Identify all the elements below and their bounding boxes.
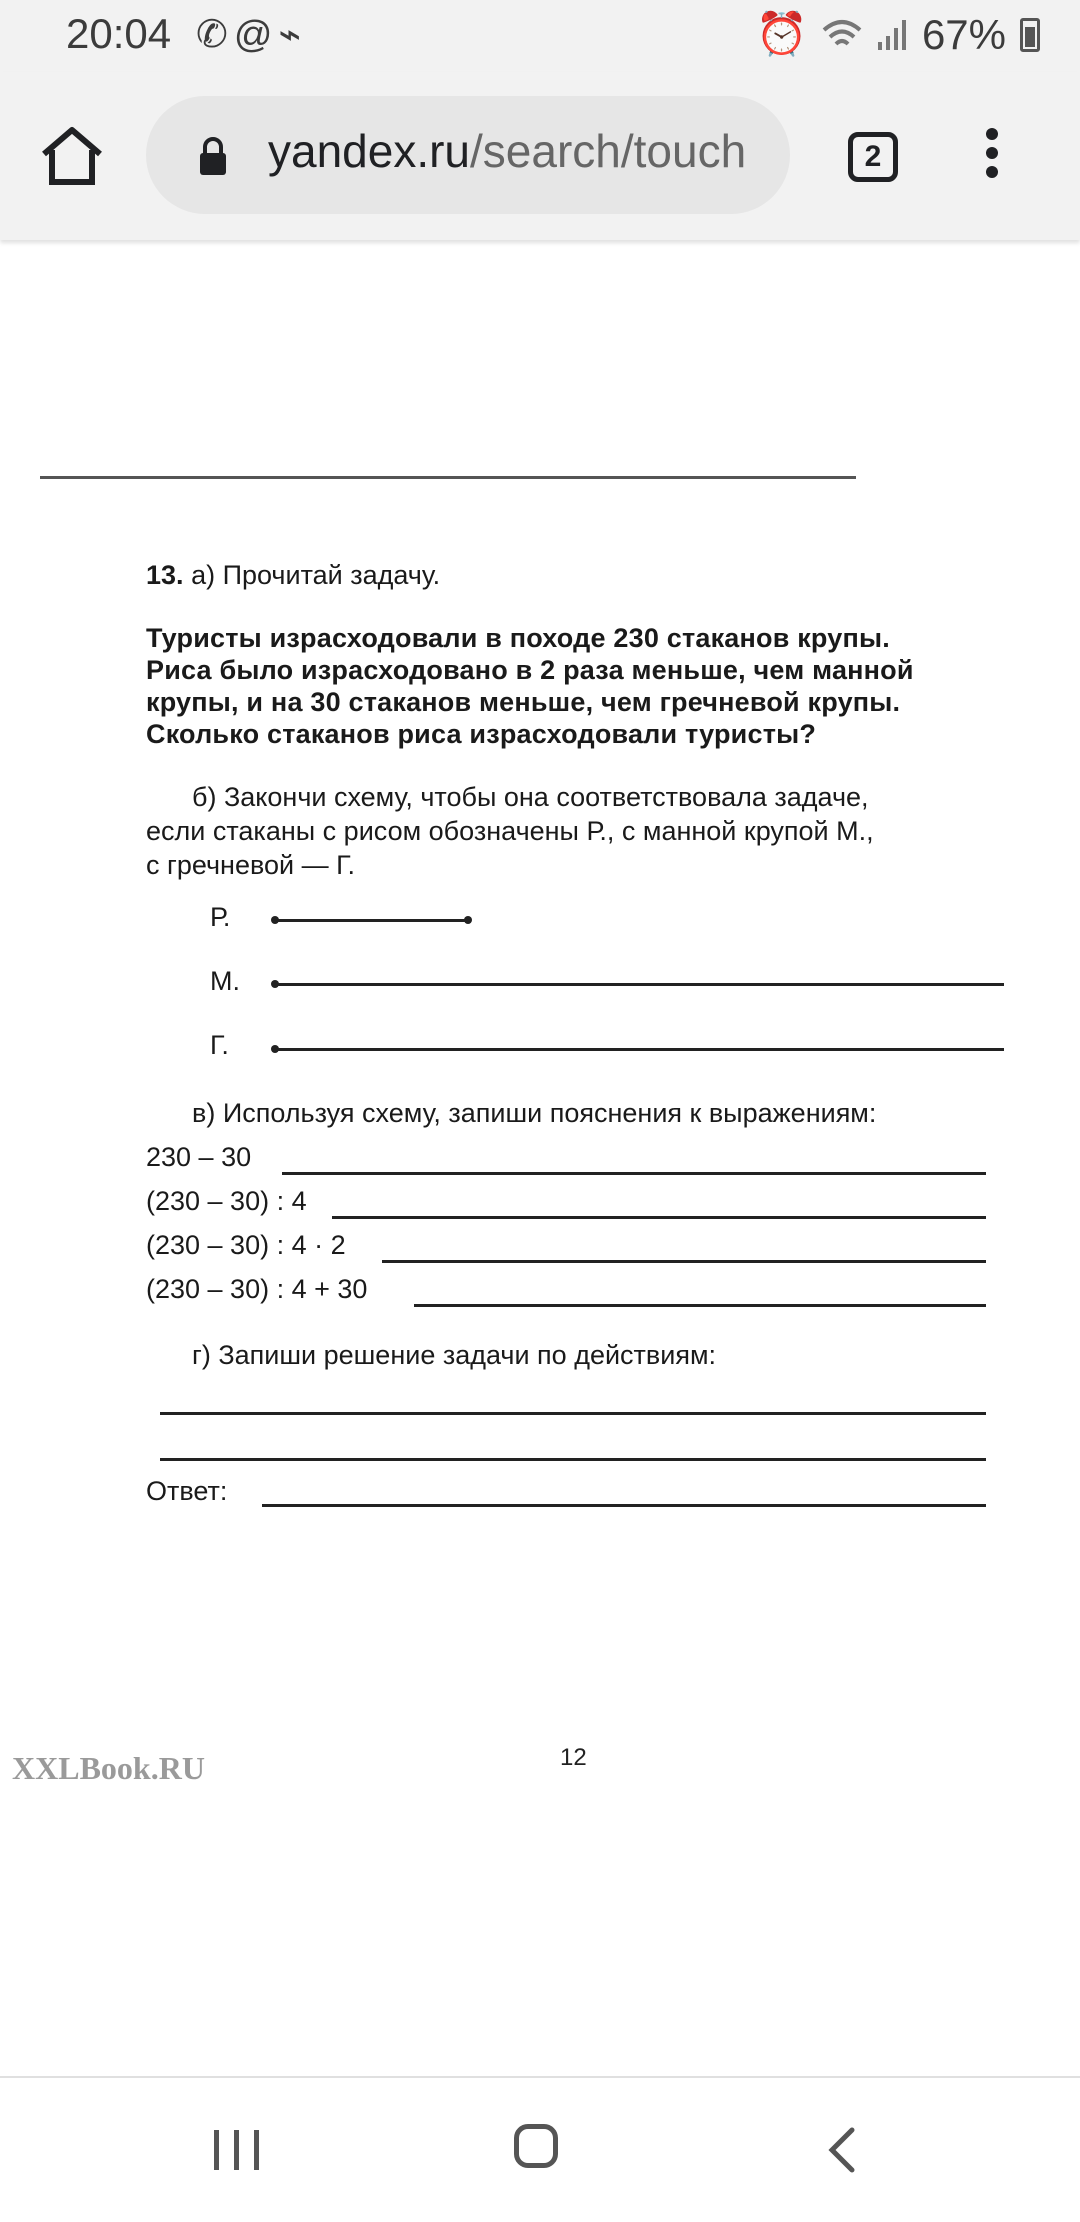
address-bar[interactable] bbox=[146, 96, 790, 214]
answer-line bbox=[414, 1304, 986, 1307]
answer-line bbox=[382, 1260, 986, 1263]
expression-4: (230 – 30) : 4 + 30 bbox=[146, 1274, 368, 1304]
answer-line bbox=[282, 1172, 986, 1175]
status-time: 20:04 bbox=[66, 10, 172, 57]
task-heading-text: а) Прочитай задачу. bbox=[191, 560, 441, 590]
scheme-line-g bbox=[274, 1048, 1004, 1051]
solution-line bbox=[160, 1412, 986, 1415]
watermark: XXLBook.RU bbox=[12, 1750, 205, 1786]
part-b-line: с гречневой — Г. bbox=[146, 850, 355, 880]
at-icon: @ bbox=[233, 14, 279, 56]
battery-percent: 67% bbox=[921, 10, 1006, 58]
alarm-icon: ⏰ bbox=[755, 10, 808, 57]
expression-3: (230 – 30) : 4 · 2 bbox=[146, 1230, 346, 1260]
status-bar bbox=[0, 0, 1080, 72]
signal-icon bbox=[876, 18, 908, 52]
scanned-page bbox=[0, 240, 1080, 2080]
problem-line: Туристы израсходовали в походе 230 стаканов крупы. bbox=[146, 623, 890, 653]
scheme-label-m: М. bbox=[210, 966, 240, 996]
problem-line: крупы, и на 30 стаканов меньше, чем гречневой крупы. bbox=[146, 687, 901, 717]
scheme-label-r: Р. bbox=[210, 902, 231, 932]
scheme-dot bbox=[464, 916, 472, 924]
expression-2: (230 – 30) : 4 bbox=[146, 1186, 307, 1216]
expression-1: 230 – 30 bbox=[146, 1142, 252, 1172]
status-right bbox=[756, 10, 1040, 59]
recent-apps-icon[interactable] bbox=[214, 2130, 260, 2170]
task-number: 13. bbox=[146, 560, 184, 590]
url-text[interactable] bbox=[268, 124, 746, 178]
part-b-line: если стаканы с рисом обозначены Р., с манной крупой М., bbox=[146, 816, 874, 846]
notification-icons bbox=[196, 12, 307, 57]
part-v-text: в) Используя схему, запиши пояснения к выражениям: bbox=[192, 1098, 877, 1128]
whatsapp-icon: ✆ bbox=[196, 14, 234, 56]
answer-line bbox=[332, 1216, 986, 1219]
page-number: 12 bbox=[560, 1744, 587, 1771]
url-path: /search/touch bbox=[470, 125, 747, 177]
battery-icon bbox=[1020, 18, 1040, 52]
part-g-text: г) Запиши решение задачи по действиям: bbox=[192, 1340, 717, 1370]
broom-icon: ⌁ bbox=[278, 14, 308, 56]
back-icon[interactable] bbox=[822, 2126, 862, 2174]
home-button-icon[interactable] bbox=[514, 2124, 558, 2168]
answer-label: Ответ: bbox=[146, 1476, 228, 1506]
task-heading bbox=[146, 558, 440, 592]
answer-final-line bbox=[262, 1504, 986, 1507]
browser-toolbar bbox=[0, 72, 1080, 240]
overflow-menu-icon[interactable] bbox=[984, 128, 1000, 188]
scheme-label-g: Г. bbox=[210, 1030, 229, 1060]
problem-line: Риса было израсходовано в 2 раза меньше, чем манной bbox=[146, 655, 914, 685]
scheme-line-m bbox=[274, 983, 1004, 986]
url-host: yandex.ru bbox=[268, 125, 471, 177]
wifi-icon bbox=[822, 18, 862, 52]
part-b-line: б) Закончи схему, чтобы она соответствовала задаче, bbox=[192, 782, 869, 812]
problem-text bbox=[146, 622, 1026, 750]
solution-line bbox=[160, 1458, 986, 1461]
lock-icon bbox=[198, 136, 228, 176]
problem-line: Сколько стаканов риса израсходовали туристы? bbox=[146, 719, 817, 749]
scheme-segment-r bbox=[274, 919, 466, 922]
page-top-rule bbox=[40, 476, 856, 479]
navigation-bar bbox=[0, 2076, 1080, 2222]
part-b-text bbox=[146, 780, 1026, 882]
tab-switcher-button[interactable]: 2 bbox=[848, 132, 898, 182]
home-icon[interactable] bbox=[36, 124, 108, 188]
